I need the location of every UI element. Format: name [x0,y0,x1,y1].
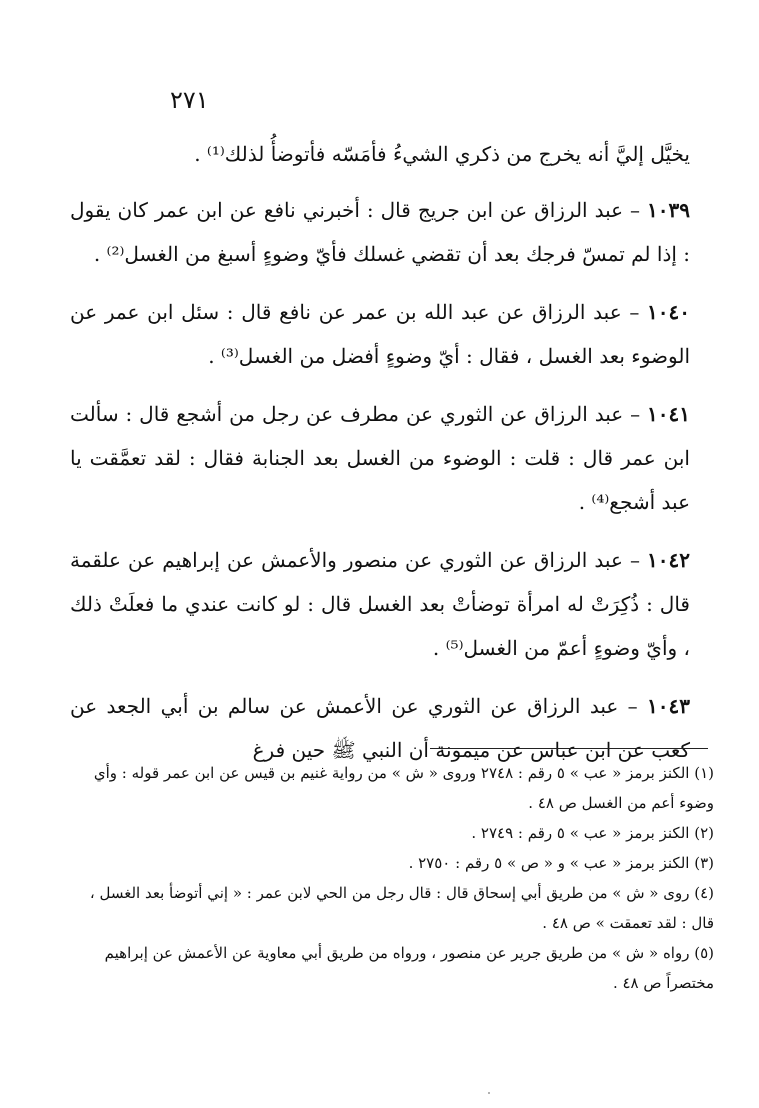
hadith-1039 [70,188,690,276]
paragraph-continuation [70,132,690,176]
hadith-text: – عبد الرزاق عن ابن جريج قال : أخبرني نافع عن ابن عمر كان يقول : إذا لم تمسّ فرجك بعد أن تقضي غسلك فأيّ وضوءٍ أسبغ من الغسل⁽²⁾ . [70,198,690,266]
paragraph-text: يخيَّل إليَّ أنه يخرج من ذكري الشيءُ فأمَسّه فأتوضأُ لذلك⁽¹⁾ . [194,142,690,166]
hadith-number: ١٠٣٩ [647,198,690,222]
hadith-text: – عبد الرزاق عن عبد الله بن عمر عن نافع قال : سئل ابن عمر عن الوضوء بعد الغسل ، فقال : أيّ وضوءٍ أفضل من الغسل⁽³⁾ . [70,300,690,368]
main-text [70,132,690,786]
footnote-2: (٢) الكنز برمز « عب » ٥ رقم : ٢٧٤٩ . [471,824,714,842]
footnote-3: (٣) الكنز برمز « عب » و « ص » ٥ رقم : ٢٧٥٠ . [408,854,714,872]
hadith-1040 [70,290,690,378]
footnote-divider [430,748,708,749]
hadith-number: ١٠٤٠ [647,300,690,324]
hadith-text: – عبد الرزاق عن الثوري عن مطرف عن رجل من أشجع قال : سألت ابن عمر قال : قلت : الوضوء من الغسل بعد الجنابة فقال : لقد تعمَّقت يا عبد أشجع⁽⁴⁾ . [70,402,690,514]
hadith-text: – عبد الرزاق عن الثوري عن الأعمش عن سالم بن أبي الجعد عن كعب عن ابن عباس عن ميمونة أن النبي ﷺ حين فرغ [70,694,690,762]
hadith-number: ١٠٤٢ [647,548,690,572]
footnote-4: (٤) روى « ش » من طريق أبي إسحاق قال : قال رجل من الحي لابن عمر : « إني أتوضأ بعد الغسل ، قال : لقد تعمقت » ص ٤٨ . [89,884,714,932]
hadith-number: ١٠٤١ [647,402,690,426]
hadith-number: ١٠٤٣ [647,694,690,718]
hadith-1041 [70,392,690,524]
scan-speck [488,1092,490,1094]
footnote-1: (١) الكنز برمز « عب » ٥ رقم : ٢٧٤٨ وروى « ش » من رواية غنيم بن قيس عن ابن عمر قوله : وأي وضوء أعم من الغسل ص ٤٨ . [93,764,714,812]
page-number: ٢٧١ [170,86,209,114]
footnotes [74,758,714,998]
hadith-text: – عبد الرزاق عن الثوري عن منصور والأعمش عن إبراهيم عن علقمة قال : ذُكِرَتْ له امرأة توضأتْ بعد الغسل قال : لو كانت عندي ما فعلَتْ ذلك ، وأيّ وضوءٍ أعمّ من الغسل⁽⁵⁾ . [70,548,690,660]
footnote-5: (٥) رواه « ش » من طريق جرير عن منصور ، ورواه من طريق أبي معاوية عن الأعمش عن إبراهيم مختصراً ص ٤٨ . [104,944,714,992]
hadith-1042 [70,538,690,670]
